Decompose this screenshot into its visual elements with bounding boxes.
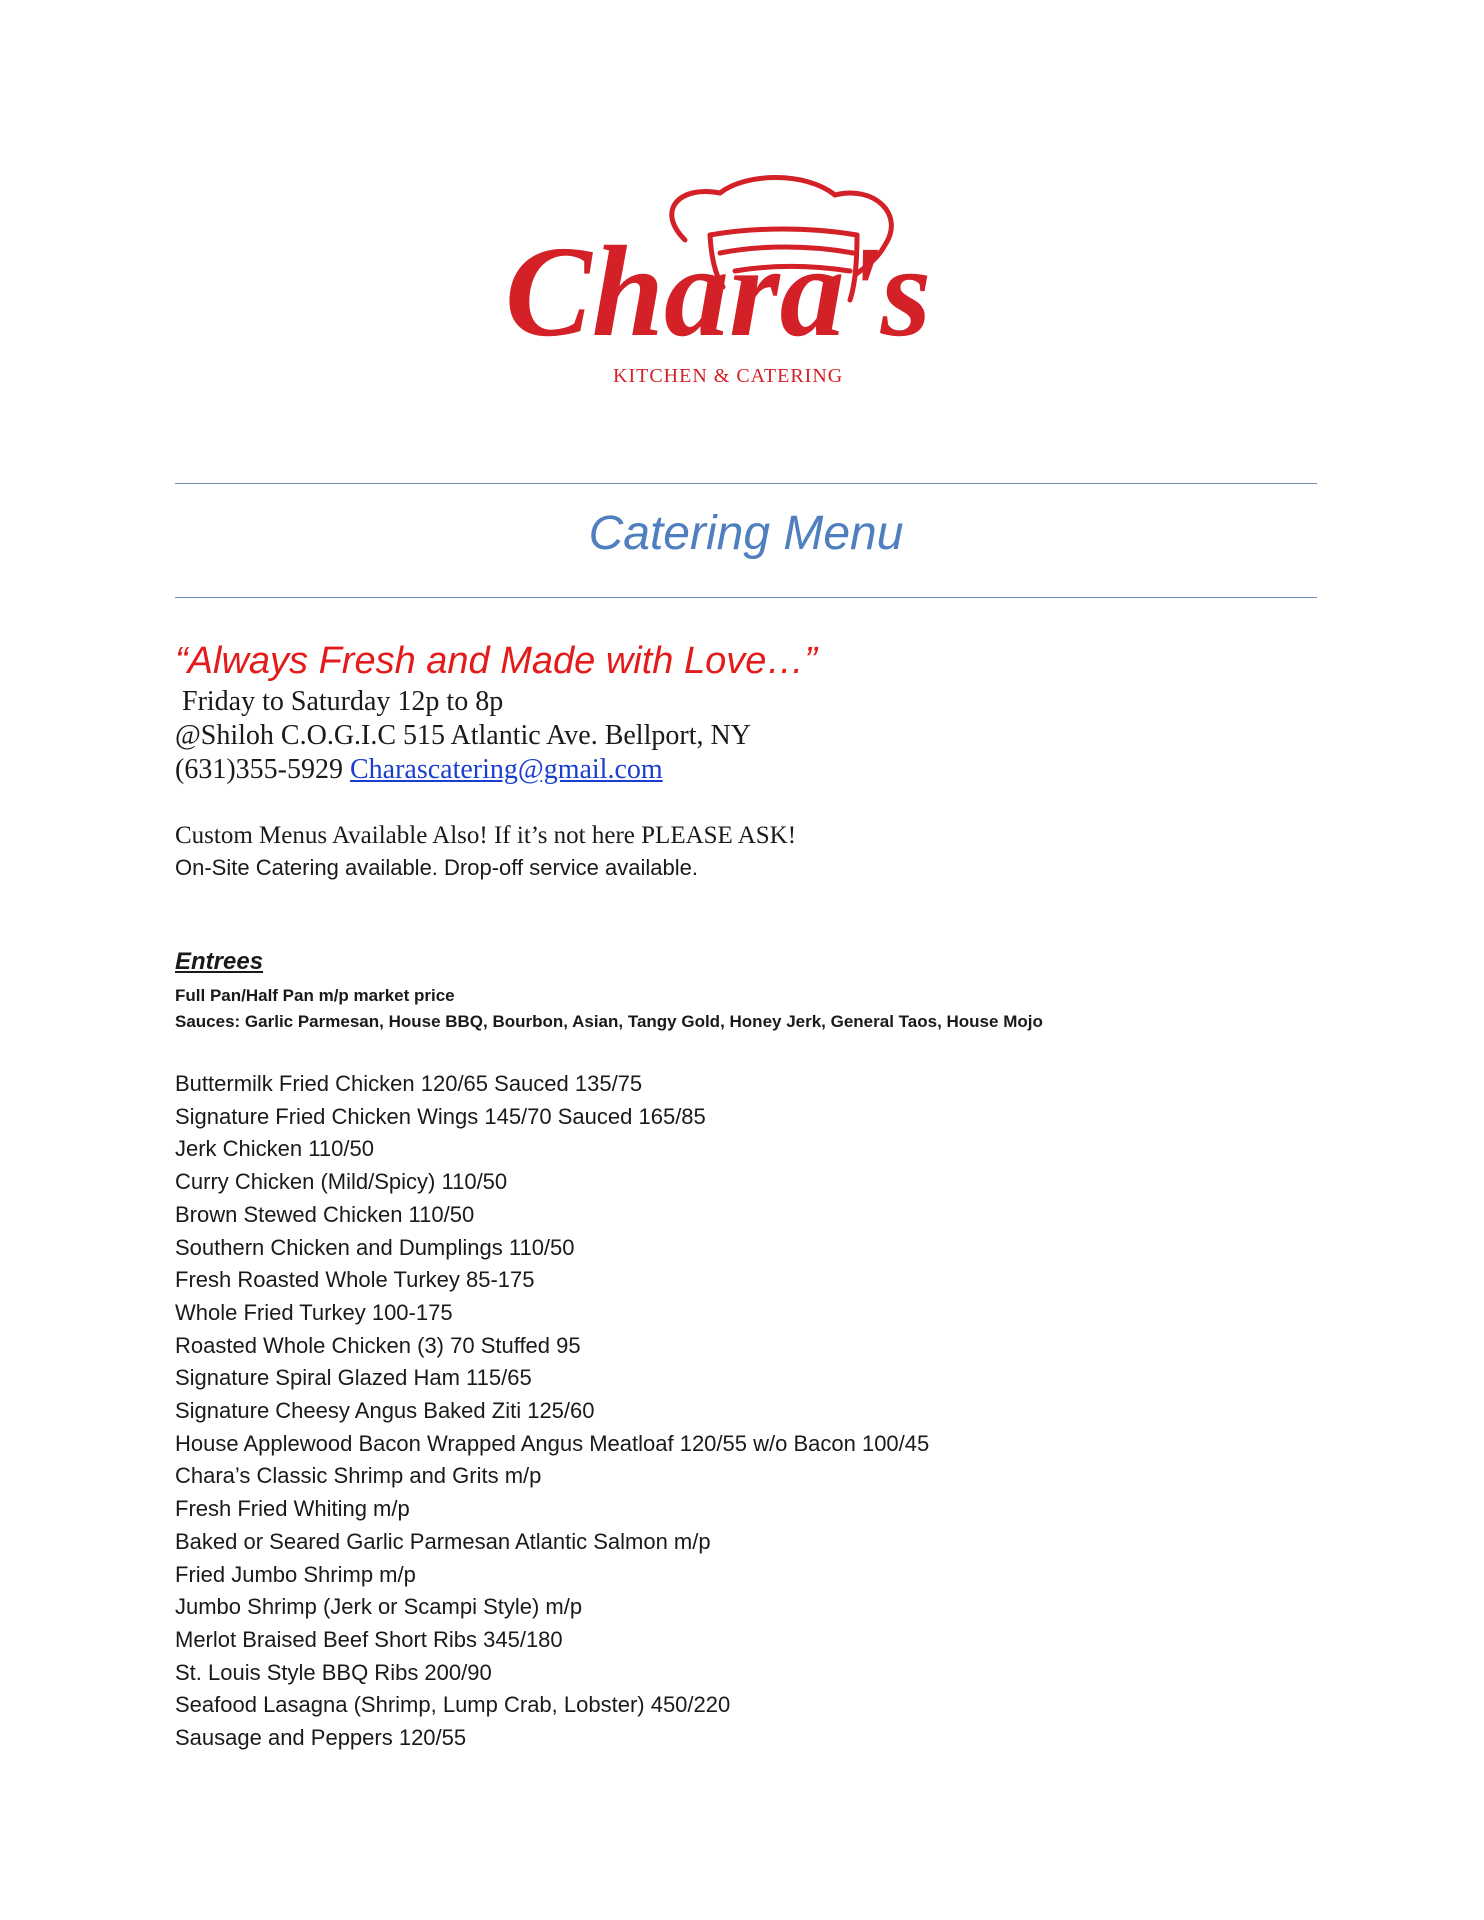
phone-email-line: [175, 753, 751, 787]
list-item: Fried Jumbo Shrimp m/p: [175, 1561, 416, 1587]
title-rule-top: [175, 483, 1317, 484]
list-item: House Applewood Bacon Wrapped Angus Meatloaf 120/55 w/o Bacon 100/45: [175, 1430, 930, 1456]
list-item: Buttermilk Fried Chicken 120/65 Sauced 135/75: [175, 1071, 643, 1096]
list-item: Southern Chicken and Dumplings 110/50: [175, 1234, 575, 1260]
list-item: Sausage and Peppers 120/55: [175, 1725, 467, 1751]
entrees-heading: Entrees: [175, 948, 264, 975]
list-item: Baked or Seared Garlic Parmesan Atlantic Salmon m/p: [175, 1528, 711, 1554]
list-item: St. Louis Style BBQ Ribs 200/90: [175, 1659, 492, 1685]
list-item: Fresh Fried Whiting m/p: [175, 1496, 410, 1522]
list-item: Chara’s Classic Shrimp and Grits m/p: [175, 1463, 542, 1489]
email-link[interactable]: Charascatering@gmail.com: [349, 754, 663, 785]
entrees-list: [175, 1068, 929, 1755]
service-note: On-Site Catering available. Drop-off service available.: [175, 855, 698, 880]
list-item: Jumbo Shrimp (Jerk or Scampi Style) m/p: [175, 1594, 583, 1620]
list-item: Seafood Lasagna (Shrimp, Lump Crab, Lobster) 450/220: [175, 1692, 731, 1718]
logo-subtitle: KITCHEN & CATERING: [613, 365, 844, 387]
list-item: Fresh Roasted Whole Turkey 85-175: [175, 1267, 535, 1293]
chef-hat-logo-icon: [505, 175, 985, 395]
list-item: Whole Fried Turkey 100-175: [175, 1299, 453, 1325]
list-item: Roasted Whole Chicken (3) 70 Stuffed 95: [175, 1332, 581, 1358]
entrees-notes: [175, 983, 1043, 1035]
location: @Shiloh C.O.G.I.C 515 Atlantic Ave. Bellport, NY: [175, 720, 751, 751]
phone: (631)355-5929: [175, 754, 343, 785]
title-rule-bottom: [175, 597, 1317, 598]
custom-notes: [175, 820, 796, 884]
list-item: Curry Chicken (Mild/Spicy) 110/50: [175, 1169, 508, 1195]
list-item: Merlot Braised Beef Short Ribs 345/180: [175, 1626, 563, 1652]
list-item: Signature Fried Chicken Wings 145/70 Sauced 165/85: [175, 1103, 706, 1129]
logo: [505, 175, 985, 395]
list-item: Jerk Chicken 110/50: [175, 1136, 374, 1162]
page-title: Catering Menu: [588, 507, 904, 560]
hours: Friday to Saturday 12p to 8p: [182, 686, 504, 717]
custom-menus-note: Custom Menus Available Also! If it’s not here PLEASE ASK!: [175, 822, 797, 849]
logo-script-text: Chara's: [505, 220, 932, 364]
list-item: Signature Cheesy Angus Baked Ziti 125/60: [175, 1398, 595, 1424]
tagline: “Always Fresh and Made with Love…”: [175, 640, 818, 682]
list-item: Brown Stewed Chicken 110/50: [175, 1201, 475, 1227]
sauces-note: Sauces: Garlic Parmesan, House BBQ, Bourbon, Asian, Tangy Gold, Honey Jerk, General Taos, House Mojo: [175, 1012, 1043, 1031]
pan-price-note: Full Pan/Half Pan m/p market price: [175, 986, 455, 1005]
list-item: Signature Spiral Glazed Ham 115/65: [175, 1365, 532, 1391]
contact-info: [175, 685, 751, 787]
